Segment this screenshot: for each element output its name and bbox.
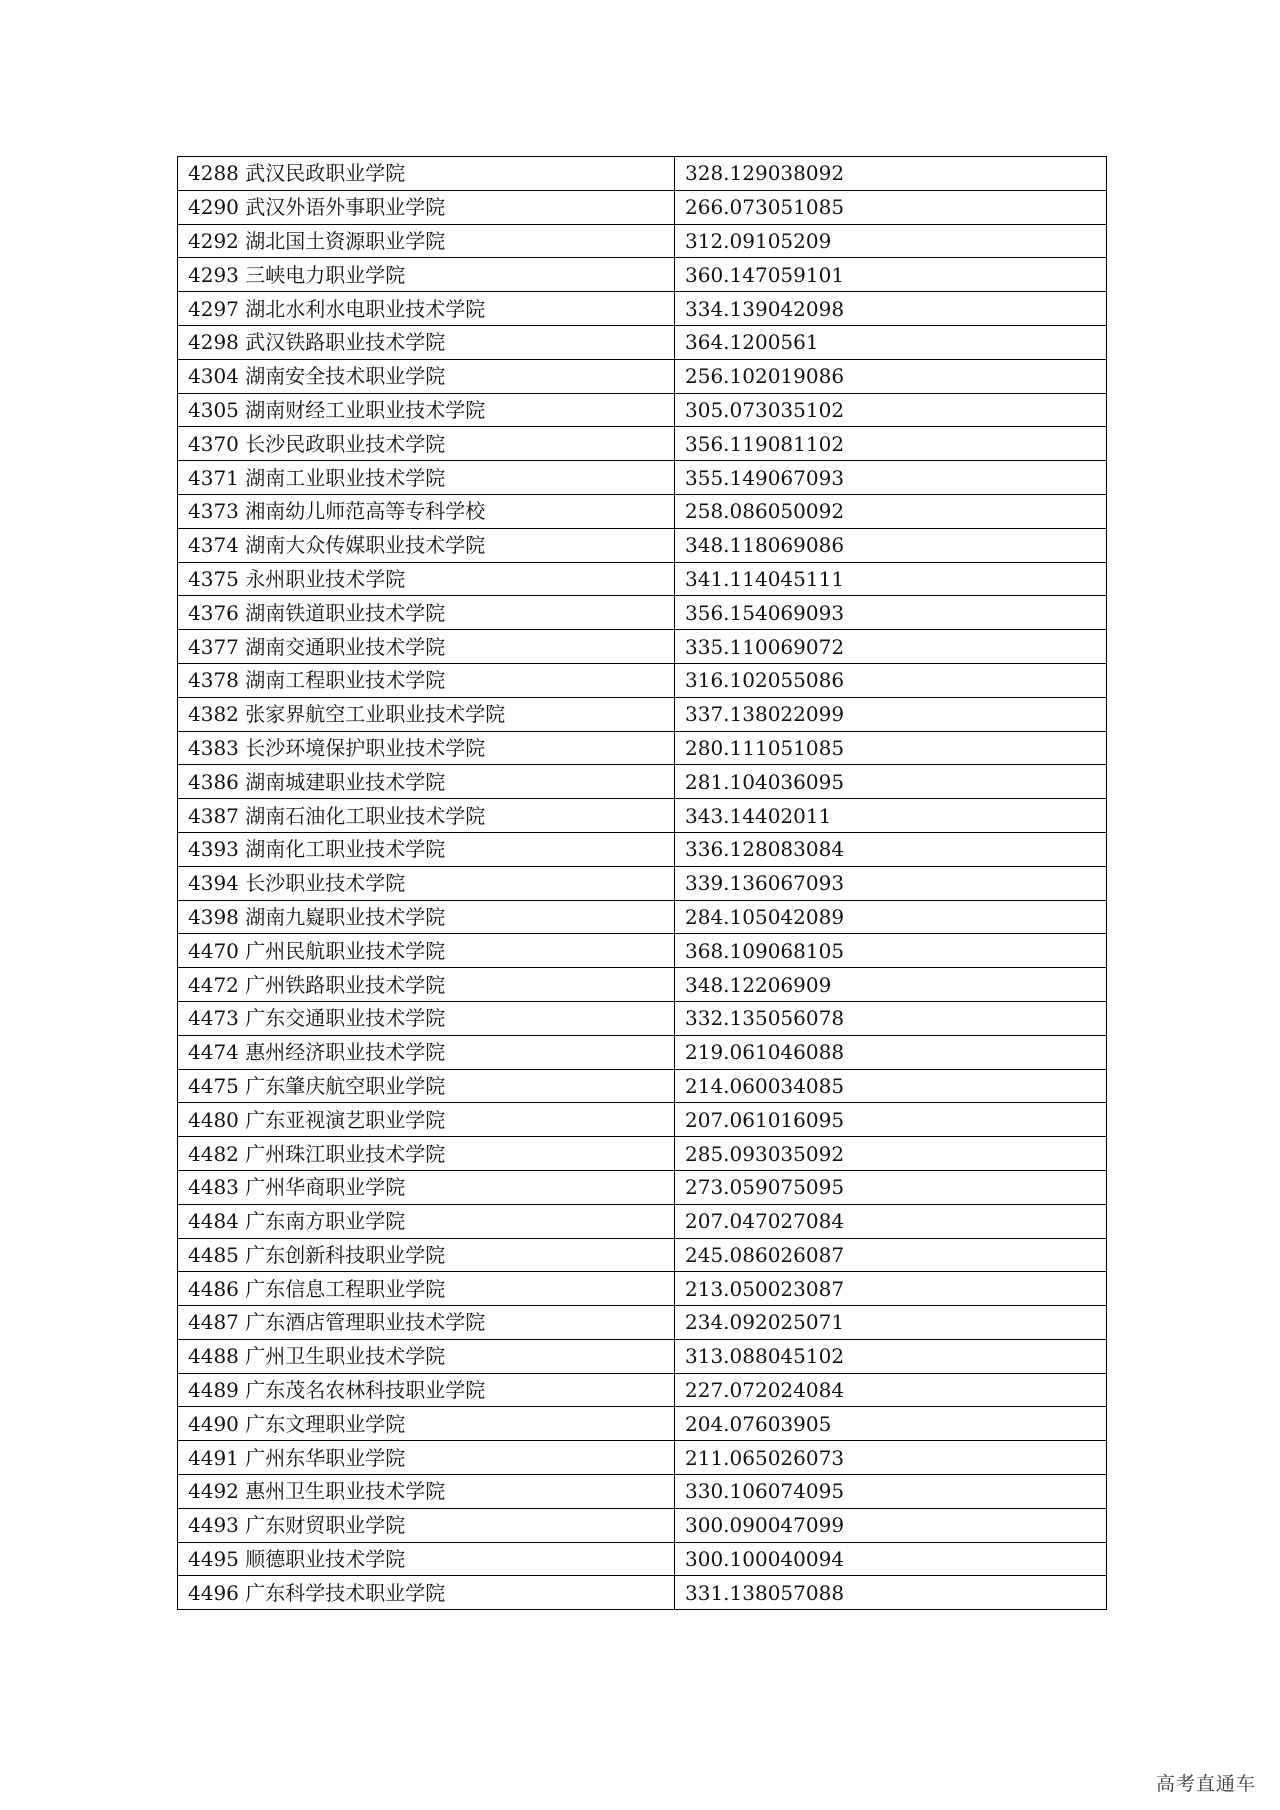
school-cell: 4485 广东创新科技职业学院	[178, 1238, 675, 1272]
score-cell: 331.138057088	[675, 1576, 1107, 1610]
score-cell: 245.086026087	[675, 1238, 1107, 1272]
table-row	[178, 1170, 1107, 1204]
score-cell: 213.050023087	[675, 1272, 1107, 1306]
school-cell: 4482 广州珠江职业技术学院	[178, 1137, 675, 1171]
score-cell: 273.059075095	[675, 1170, 1107, 1204]
score-cell: 300.100040094	[675, 1542, 1107, 1576]
table-row	[178, 934, 1107, 968]
table-row	[178, 1306, 1107, 1340]
table-row	[178, 799, 1107, 833]
score-cell: 341.114045111	[675, 562, 1107, 596]
score-cell: 335.110069072	[675, 630, 1107, 664]
table-row	[178, 393, 1107, 427]
table-row	[178, 494, 1107, 528]
table-row	[178, 1407, 1107, 1441]
score-cell: 219.061046088	[675, 1035, 1107, 1069]
school-cell: 4475 广东肇庆航空职业学院	[178, 1069, 675, 1103]
score-cell: 285.093035092	[675, 1137, 1107, 1171]
score-cell: 368.109068105	[675, 934, 1107, 968]
school-cell: 4484 广东南方职业学院	[178, 1204, 675, 1238]
school-cell: 4487 广东酒店管理职业技术学院	[178, 1306, 675, 1340]
score-cell: 336.128083084	[675, 832, 1107, 866]
score-cell: 284.105042089	[675, 900, 1107, 934]
score-cell: 204.07603905	[675, 1407, 1107, 1441]
school-cell: 4483 广州华商职业学院	[178, 1170, 675, 1204]
school-cell: 4298 武汉铁路职业技术学院	[178, 325, 675, 359]
table-row	[178, 292, 1107, 326]
table-row	[178, 1542, 1107, 1576]
school-cell: 4383 长沙环境保护职业技术学院	[178, 731, 675, 765]
table-row	[178, 224, 1107, 258]
table-row	[178, 1035, 1107, 1069]
school-cell: 4375 永州职业技术学院	[178, 562, 675, 596]
school-cell: 4290 武汉外语外事职业学院	[178, 190, 675, 224]
school-cell: 4474 惠州经济职业技术学院	[178, 1035, 675, 1069]
school-cell: 4493 广东财贸职业学院	[178, 1508, 675, 1542]
school-cell: 4288 武汉民政职业学院	[178, 157, 675, 191]
score-cell: 211.065026073	[675, 1441, 1107, 1475]
score-table-body	[178, 157, 1107, 1610]
score-cell: 356.119081102	[675, 427, 1107, 461]
table-row	[178, 1103, 1107, 1137]
table-row	[178, 1137, 1107, 1171]
school-cell: 4480 广东亚视演艺职业学院	[178, 1103, 675, 1137]
school-cell: 4374 湖南大众传媒职业技术学院	[178, 528, 675, 562]
school-cell: 4378 湖南工程职业技术学院	[178, 663, 675, 697]
score-cell: 305.073035102	[675, 393, 1107, 427]
school-cell: 4305 湖南财经工业职业技术学院	[178, 393, 675, 427]
table-row	[178, 1441, 1107, 1475]
school-cell: 4393 湖南化工职业技术学院	[178, 832, 675, 866]
table-row	[178, 900, 1107, 934]
score-cell: 360.147059101	[675, 258, 1107, 292]
table-row	[178, 258, 1107, 292]
school-cell: 4398 湖南九嶷职业技术学院	[178, 900, 675, 934]
school-cell: 4486 广东信息工程职业学院	[178, 1272, 675, 1306]
table-row	[178, 697, 1107, 731]
school-cell: 4304 湖南安全技术职业学院	[178, 359, 675, 393]
score-cell: 355.149067093	[675, 461, 1107, 495]
table-row	[178, 968, 1107, 1002]
table-row	[178, 866, 1107, 900]
score-cell: 328.129038092	[675, 157, 1107, 191]
table-row	[178, 1475, 1107, 1509]
score-cell: 313.088045102	[675, 1339, 1107, 1373]
school-cell: 4370 长沙民政职业技术学院	[178, 427, 675, 461]
table-row	[178, 325, 1107, 359]
table-row	[178, 1576, 1107, 1610]
table-row	[178, 1508, 1107, 1542]
table-row	[178, 1001, 1107, 1035]
school-cell: 4376 湖南铁道职业技术学院	[178, 596, 675, 630]
score-cell: 281.104036095	[675, 765, 1107, 799]
table-row	[178, 461, 1107, 495]
school-cell: 4470 广州民航职业技术学院	[178, 934, 675, 968]
table-row	[178, 1238, 1107, 1272]
score-cell: 207.061016095	[675, 1103, 1107, 1137]
school-cell: 4473 广东交通职业技术学院	[178, 1001, 675, 1035]
score-cell: 316.102055086	[675, 663, 1107, 697]
score-cell: 258.086050092	[675, 494, 1107, 528]
score-cell: 234.092025071	[675, 1306, 1107, 1340]
score-cell: 280.111051085	[675, 731, 1107, 765]
score-cell: 300.090047099	[675, 1508, 1107, 1542]
school-cell: 4489 广东茂名农林科技职业学院	[178, 1373, 675, 1407]
school-cell: 4371 湖南工业职业技术学院	[178, 461, 675, 495]
score-cell: 332.135056078	[675, 1001, 1107, 1035]
table-row	[178, 1069, 1107, 1103]
table-row	[178, 596, 1107, 630]
table-row	[178, 157, 1107, 191]
score-cell: 337.138022099	[675, 697, 1107, 731]
table-row	[178, 663, 1107, 697]
school-cell: 4495 顺德职业技术学院	[178, 1542, 675, 1576]
table-row	[178, 832, 1107, 866]
score-cell: 256.102019086	[675, 359, 1107, 393]
score-cell: 356.154069093	[675, 596, 1107, 630]
school-cell: 4394 长沙职业技术学院	[178, 866, 675, 900]
score-cell: 343.14402011	[675, 799, 1107, 833]
school-cell: 4386 湖南城建职业技术学院	[178, 765, 675, 799]
school-cell: 4382 张家界航空工业职业技术学院	[178, 697, 675, 731]
table-row	[178, 1204, 1107, 1238]
school-cell: 4472 广州铁路职业技术学院	[178, 968, 675, 1002]
school-cell: 4297 湖北水利水电职业技术学院	[178, 292, 675, 326]
school-cell: 4293 三峡电力职业学院	[178, 258, 675, 292]
score-cell: 339.136067093	[675, 866, 1107, 900]
school-cell: 4387 湖南石油化工职业技术学院	[178, 799, 675, 833]
score-table	[177, 156, 1107, 1610]
score-cell: 312.09105209	[675, 224, 1107, 258]
school-cell: 4377 湖南交通职业技术学院	[178, 630, 675, 664]
table-row	[178, 1272, 1107, 1306]
school-cell: 4490 广东文理职业学院	[178, 1407, 675, 1441]
table-row	[178, 359, 1107, 393]
table-row	[178, 427, 1107, 461]
score-cell: 364.1200561	[675, 325, 1107, 359]
school-cell: 4292 湖北国土资源职业学院	[178, 224, 675, 258]
table-row	[178, 562, 1107, 596]
table-row	[178, 765, 1107, 799]
table-row	[178, 731, 1107, 765]
score-cell: 334.139042098	[675, 292, 1107, 326]
table-row	[178, 630, 1107, 664]
score-cell: 348.12206909	[675, 968, 1107, 1002]
watermark: 高考直通车	[1155, 1773, 1256, 1795]
score-cell: 330.106074095	[675, 1475, 1107, 1509]
school-cell: 4496 广东科学技术职业学院	[178, 1576, 675, 1610]
table-row	[178, 1339, 1107, 1373]
table-row	[178, 528, 1107, 562]
school-cell: 4488 广州卫生职业技术学院	[178, 1339, 675, 1373]
score-cell: 207.047027084	[675, 1204, 1107, 1238]
table-row	[178, 190, 1107, 224]
score-cell: 348.118069086	[675, 528, 1107, 562]
school-cell: 4373 湘南幼儿师范高等专科学校	[178, 494, 675, 528]
table-row	[178, 1373, 1107, 1407]
score-cell: 227.072024084	[675, 1373, 1107, 1407]
score-cell: 266.073051085	[675, 190, 1107, 224]
school-cell: 4491 广州东华职业学院	[178, 1441, 675, 1475]
score-cell: 214.060034085	[675, 1069, 1107, 1103]
school-cell: 4492 惠州卫生职业技术学院	[178, 1475, 675, 1509]
